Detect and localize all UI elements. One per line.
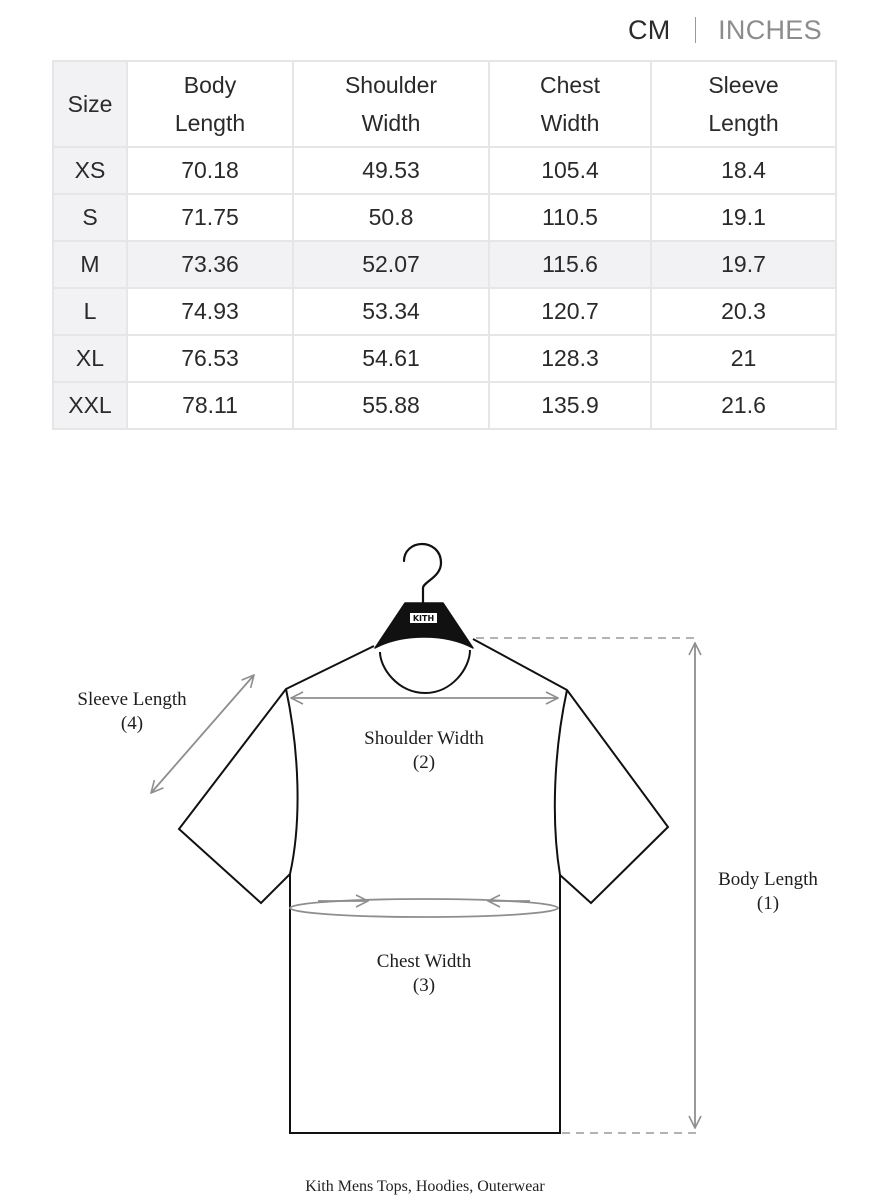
shoulder-width-cell: 54.61 (293, 335, 489, 382)
chest-width-cell: 128.3 (489, 335, 651, 382)
body-length-cell: 76.53 (127, 335, 293, 382)
header-size: Size (53, 61, 127, 147)
sleeve-length-cell: 21.6 (651, 382, 836, 429)
header-sleeve-length: Sleeve Length (651, 61, 836, 147)
diagram-caption: Kith Mens Tops, Hoodies, Outerwear (305, 1178, 545, 1195)
hanger-hook-icon (404, 544, 441, 603)
unit-inches-button[interactable]: INCHES (718, 14, 822, 45)
shoulder-width-cell: 50.8 (293, 194, 489, 241)
shoulder-width-label: Shoulder Width (2) (364, 728, 484, 773)
sleeve-length-label: Sleeve Length (4) (77, 689, 187, 734)
chest-width-cell: 115.6 (489, 241, 651, 288)
header-chest-width: Chest Width (489, 61, 651, 147)
chest-width-cell: 135.9 (489, 382, 651, 429)
right-armhole-seam (555, 690, 567, 875)
body-length-cell: 71.75 (127, 194, 293, 241)
size-cell: S (53, 194, 127, 241)
shoulder-width-cell: 55.88 (293, 382, 489, 429)
size-cell: M (53, 241, 127, 288)
size-cell: XXL (53, 382, 127, 429)
body-length-cell: 73.36 (127, 241, 293, 288)
shoulder-width-cell: 52.07 (293, 241, 489, 288)
sleeve-length-cell: 18.4 (651, 147, 836, 194)
brand-tag-text: KITH (412, 614, 435, 623)
body-length-cell: 74.93 (127, 288, 293, 335)
chest-width-cell: 105.4 (489, 147, 651, 194)
sleeve-length-cell: 21 (651, 335, 836, 382)
header-body-length: Body Length (127, 61, 293, 147)
shoulder-width-cell: 49.53 (293, 147, 489, 194)
sleeve-length-cell: 20.3 (651, 288, 836, 335)
hanger-bar-icon (375, 603, 473, 648)
left-armhole-seam (286, 689, 298, 874)
sleeve-length-cell: 19.1 (651, 194, 836, 241)
size-cell: L (53, 288, 127, 335)
header-shoulder-width: Shoulder Width (293, 61, 489, 147)
sleeve-length-cell: 19.7 (651, 241, 836, 288)
tshirt-outline (179, 639, 668, 1133)
chest-width-label: Chest Width (3) (376, 951, 472, 996)
size-cell: XS (53, 147, 127, 194)
shoulder-width-cell: 53.34 (293, 288, 489, 335)
size-cell: XL (53, 335, 127, 382)
body-length-cell: 70.18 (127, 147, 293, 194)
body-length-cell: 78.11 (127, 382, 293, 429)
unit-cm-button[interactable]: CM (628, 14, 671, 45)
chest-width-cell: 110.5 (489, 194, 651, 241)
chest-width-cell: 120.7 (489, 288, 651, 335)
body-length-label: Body Length (1) (718, 869, 818, 914)
collar-outline (380, 650, 470, 693)
